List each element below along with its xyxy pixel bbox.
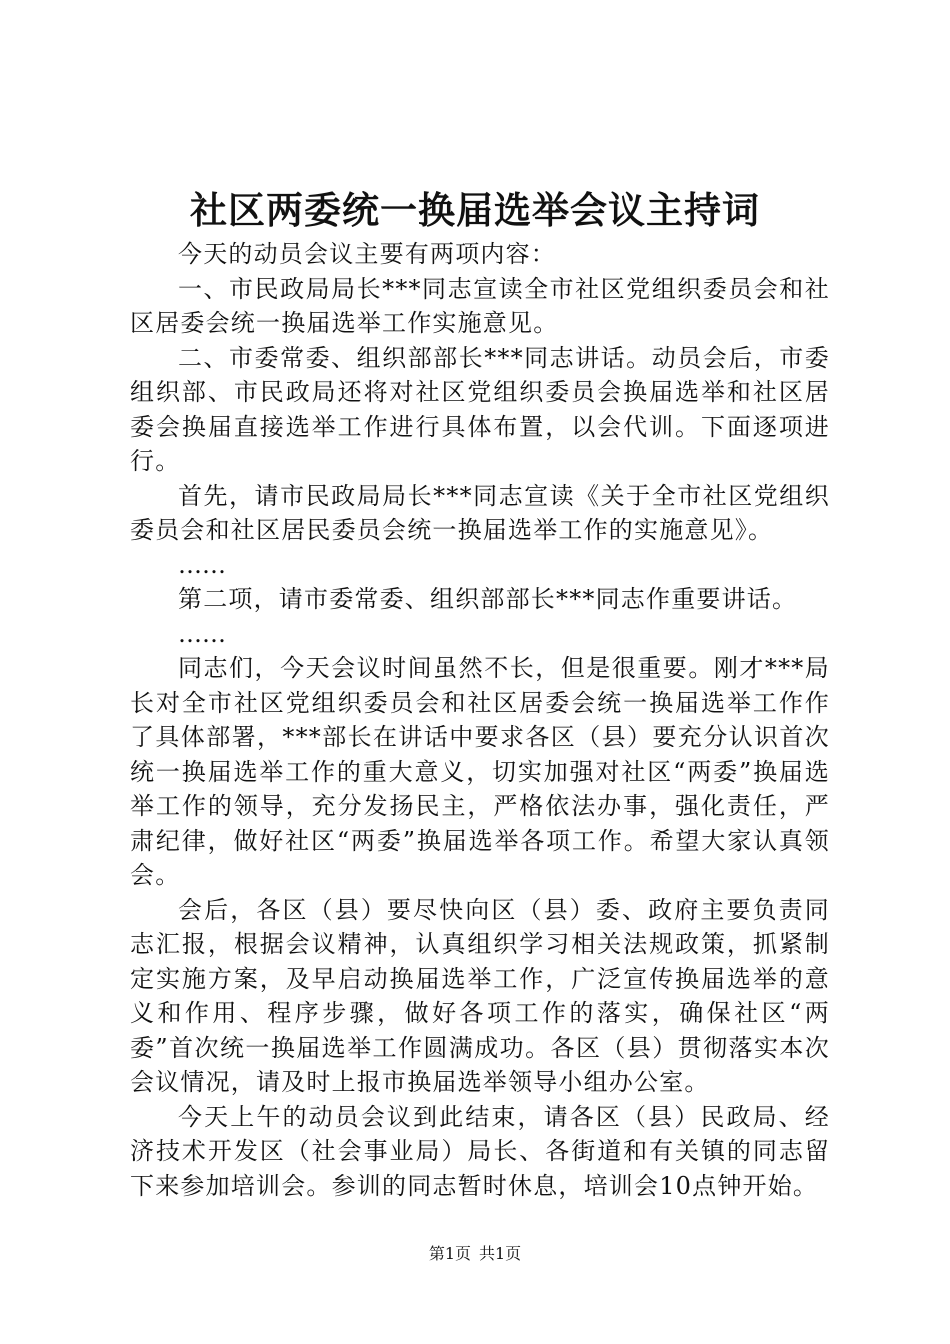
paragraph-second-item: 第二项，请市委常委、组织部部长***同志作重要讲话。 <box>178 585 798 613</box>
ellipsis-line: …… <box>178 619 226 648</box>
paragraph-closing: 今天上午的动员会议到此结束，请各区（县）民政局、经济技术开发区（社会事业局）局长、各街道和有关镇的同志留下来参加培训会。参训的同志暂时休息，培训会10点钟开始。 <box>130 1102 830 1200</box>
paragraph-followup: 会后，各区（县）要尽快向区（县）委、政府主要负责同志汇报，根据会议精神，认真组织学习相关法规政策，抓紧制定实施方案，及早启动换届选举工作，广泛宣传换届选举的意义和作用、程序步骤，做好各项工作的落实，确保社区“两委”首次统一换届选举工作圆满成功。各区（县）贯彻落实本次会议情况，请及时上报市换届选举领导小组办公室。 <box>130 895 830 1096</box>
ellipsis-line: …… <box>178 550 226 579</box>
document-body <box>130 237 830 1203</box>
paragraph-summary: 同志们，今天会议时间虽然不长，但是很重要。刚才***局长对全市社区党组织委员会和社区居委会统一换届选举工作作了具体部署，***部长在讲话中要求各区（县）要充分认识首次统一换届选举工作的重大意义，切实加强对社区“两委”换届选举工作的领导，充分发扬民主，严格依法办事，强化责任，严肃纪律，做好社区“两委”换届选举各项工作。希望大家认真领会。 <box>130 654 830 889</box>
page-footer <box>0 1243 950 1265</box>
paragraph-first: 首先，请市民政局局长***同志宣读《关于全市社区党组织委员会和社区居民委员会统一换届选举工作的实施意见》。 <box>130 481 830 544</box>
page-number: 第1页 <box>428 1244 471 1263</box>
paragraph-intro: 今天的动员会议主要有两项内容： <box>178 240 556 268</box>
paragraph-item-one: 一、市民政局局长***同志宣读全市社区党组织委员会和社区居委会统一换届选举工作实施意见。 <box>130 274 830 337</box>
document-title: 社区两委统一换届选举会议主持词 <box>190 188 760 232</box>
page-total: 共1页 <box>479 1244 522 1263</box>
paragraph-item-two: 二、市委常委、组织部部长***同志讲话。动员会后，市委组织部、市民政局还将对社区党组织委员会换届选举和社区居委会换届直接选举工作进行具体布置，以会代训。下面逐项进行。 <box>130 343 830 475</box>
